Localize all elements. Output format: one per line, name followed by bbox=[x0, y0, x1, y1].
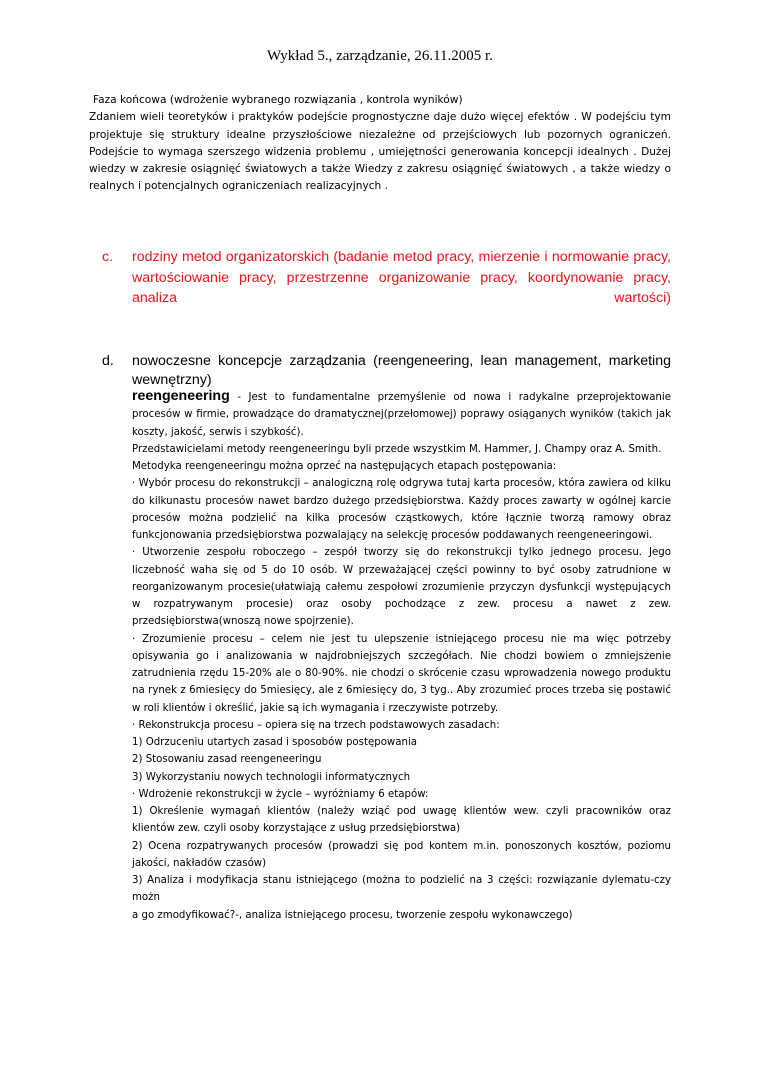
section-c-heading: rodziny metod organizatorskich (badanie metod pracy, mierzenie i normowanie pracy, wartościowanie pracy, przestrzenne organizowanie pracy, koordynowanie pracy, analiza wartości) bbox=[132, 249, 671, 306]
list-item: 2) Ocena rozpatrywanych procesów (prowadzi się pod kontem m.in. ponoszonych kosztów, poziomu jakości, nakładów czasów) bbox=[132, 840, 671, 869]
term-reengeneering: reengeneering bbox=[132, 388, 230, 404]
intro-section bbox=[89, 92, 671, 196]
section-c bbox=[102, 247, 671, 309]
body-paragraph: Przedstawicielami metody reengeneeringu byli przede wszystkim M. Hammer, J. Champy oraz A. Smith. bbox=[132, 443, 662, 455]
intro-lead: Faza końcowa (wdrożenie wybranego rozwiązania , kontrola wyników) bbox=[93, 94, 463, 106]
list-item: 3) Analiza i modyfikacja stanu istniejącego (można to podzielić na 3 części: rozwiązanie dylematu-czy możn bbox=[132, 875, 671, 904]
section-d-heading: nowoczesne koncepcje zarządzania (reengeneering, lean management, marketing wewnętrzny) bbox=[132, 353, 671, 388]
body-paragraph: · Wdrożenie rekonstrukcji w życie – wyróżniamy 6 etapów: bbox=[132, 788, 429, 800]
list-item: a go zmodyfikować?-, analiza istniejącego procesu, tworzenie zespołu wykonawczego) bbox=[132, 909, 573, 921]
page-header: Wykład 5., zarządzanie, 26.11.2005 r. bbox=[267, 48, 493, 64]
body-paragraph: · Utworzenie zespołu roboczego – zespół tworzy się do rekonstrukcji tylko jednego procesu. Jego liczebność waha się od 5 do 10 osób. W przeważającej części powinny to być osoby zatrudnione w reorganizowanym procesie(ułatwiają całemu zespołowi zrozumienie przyczyn dysfunkcji występujących w rozpatrywanym procesie) oraz osoby pochodzące z zew. procesu a nawet z zew. przedsiębiorstwa(wnoszą nowe spojrzenie). bbox=[132, 547, 671, 628]
list-item: 3) Wykorzystaniu nowych technologii informatycznych bbox=[132, 771, 411, 783]
definition-text: - Jest to fundamentalne przemyślenie od nowa i radykalne przeprojektowanie procesów w firmie, prowadzące do dramatycznej(przełomowej) poprawy osiąganych wyników (takich jak koszty, jakość, serwis i szybkość). bbox=[132, 392, 671, 438]
body-paragraph: · Zrozumienie procesu – celem nie jest tu ulepszenie istniejącego procesu nie ma więc potrzeby opisywania go i analizowania w najdrobniejszych szczegółach. Nie chodzi bowiem o zmniejszenie zatrudnienia rzędu 15-20% ale o 80-90%. nie chodzi o skrócenie czasu wprowadzenia nowego produktu na rynek z 6miesięcy do 5miesięcy, ale z 6miesięcy do, 3 tyg.. Aby zrozumieć proces trzeba się postawić w roli klientów i określić, jakie są ich wymagania i rzeczywiste potrzeby. bbox=[132, 633, 671, 714]
body-paragraph: · Rekonstrukcja procesu – opiera się na trzech podstawowych zasadach: bbox=[132, 719, 500, 731]
list-item: 1) Odrzuceniu utartych zasad i sposobów postępowania bbox=[132, 737, 418, 748]
term-definition bbox=[132, 388, 671, 441]
section-d bbox=[102, 352, 671, 389]
list-marker-c: c. bbox=[102, 249, 114, 265]
list-item: 1) Określenie wymagań klientów (należy wziąć pod uwagę klientów wew. czyli pracowników oraz klientów zew. czyli osoby korzystające z usług przedsiębiorstwa) bbox=[132, 806, 671, 835]
list-marker-d: d. bbox=[102, 353, 114, 369]
intro-paragraph: Zdaniem wieli teoretyków i praktyków podejście prognostyczne daje dużo więcej efektów . W podejściu tym projektuje się struktury idealne przyszłościowe niezależne od przejściowych lub pozornych ograniczeń. Podejście to wymaga szerszego widzenia problemu , umiejętności generowania koncepcji idealnych . Dużej wiedzy w zakresie osiągnięć światowych a także Wiedzy z zakresu osiągnięć światowych , a także wiedzy o realnych i potencjalnych ograniczeniach realizacyjnych . bbox=[89, 111, 671, 193]
section-d-body bbox=[132, 388, 671, 924]
body-paragraph: · Wybór procesu do rekonstrukcji – analogiczną rolę odgrywa tutaj karta procesów, która zawiera od kilku do kilkunastu procesów nawet bardzo dużego przedsiębiorstwa. Każdy proces zawarty w ogólnej karcie procesów można podzielić na kilka procesów cząstkowych, które łącznie tworzą ramowy obraz funkcjonowania przedsiębiorstwa pozwalający na selekcję procesów poddawanych reengeneeringowi. bbox=[132, 478, 671, 541]
body-paragraph: Metodyka reengeneeringu można oprzeć na następujących etapach postępowania: bbox=[132, 461, 557, 472]
list-item: 2) Stosowaniu zasad reengeneeringu bbox=[132, 754, 322, 766]
